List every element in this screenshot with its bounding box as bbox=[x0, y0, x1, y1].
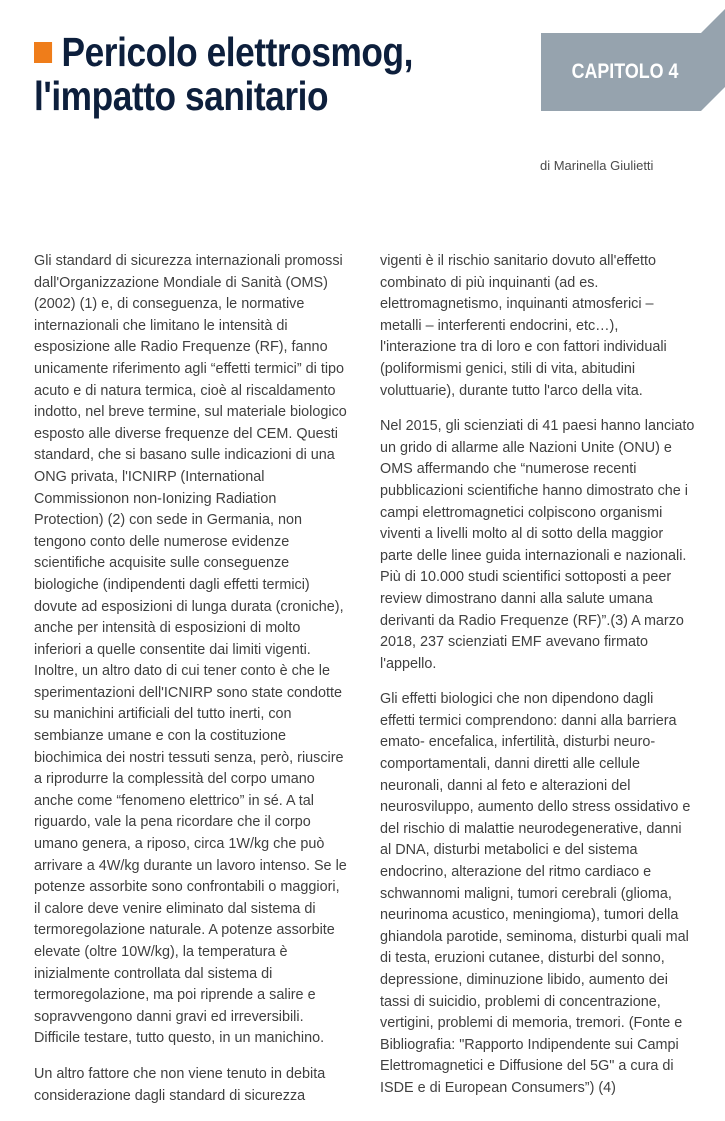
text-line: riguardo, vale la pena ricordare che il corpo bbox=[34, 814, 311, 831]
text-line: l'appello. bbox=[380, 655, 437, 672]
text-line: inferiori a quelle consentite dai limiti vigenti. bbox=[34, 641, 311, 658]
text-line: parte delle linee guida internazionali e nazionali. bbox=[380, 547, 687, 564]
text-line: inizialmente controllata dal sistema di bbox=[34, 965, 273, 982]
article-title bbox=[34, 30, 514, 118]
text-line: acuto e di natura termica, cioè al riscaldamento bbox=[34, 382, 336, 399]
text-line: di testa, eruzioni cutanee, disturbi del sonno, bbox=[380, 950, 665, 967]
text-line: potenze assorbite sono confrontabili o maggiori, bbox=[34, 879, 340, 896]
text-line: internazionali che limitano le intensità di bbox=[34, 317, 288, 334]
text-line: elettromagnetismo, inquinanti atmosferici – bbox=[380, 296, 654, 313]
text-line: scientifiche acquisite sulle conseguenze bbox=[34, 555, 290, 572]
text-line: al DNA, disturbi metabolici e del sistema bbox=[380, 842, 638, 859]
paragraph bbox=[34, 1064, 352, 1107]
text-line: vigenti è il rischio sanitario dovuto all'effetto bbox=[380, 253, 657, 269]
text-line: biochimica dei nostri tessuti senza, però, riuscire bbox=[34, 749, 344, 766]
text-line: l'interazione tra di loro e con fattori individuali bbox=[380, 339, 667, 356]
text-line: il calore deve venire eliminato dal sistema di bbox=[34, 900, 316, 917]
paragraph bbox=[380, 416, 700, 675]
text-line: unicamente riferimento agli “effetti termici” di tipo bbox=[34, 360, 345, 377]
text-line: vertigini, problemi di memoria, tremori. (Fonte e bbox=[380, 1015, 683, 1032]
text-line: ghiandola parotide, seminoma, disturbi quali mal bbox=[380, 928, 689, 945]
text-line: termoregolazione, ma poi riprende a salire e bbox=[34, 987, 316, 1004]
text-line: dall'Organizzazione Mondiale di Sanità (OMS) bbox=[34, 274, 328, 291]
text-line: pubblicazioni scientifiche hanno dimostrato che i bbox=[380, 482, 688, 499]
text-line: campi elettromagnetici colpiscono organismi bbox=[380, 504, 663, 521]
text-line: neurinoma acustico, meningioma), tumori della bbox=[380, 907, 679, 924]
title-text-1: Pericolo elettrosmog, bbox=[61, 29, 414, 75]
text-line: Gli effetti biologici che non dipendono dagli bbox=[380, 691, 654, 708]
text-line: esposto alle diverse frequenze del CEM. Questi bbox=[34, 425, 338, 442]
text-line: esposizione alle Radio Frequenze (RF), fanno bbox=[34, 339, 328, 356]
orange-square-bullet-icon bbox=[34, 42, 52, 63]
text-line: emato- encefalica, infertilità, disturbi neuro- bbox=[380, 734, 656, 751]
author-byline: di Marinella Giulietti bbox=[540, 158, 654, 173]
paragraph bbox=[380, 251, 700, 402]
text-line: effetti termici comprendono: danni alla barriera bbox=[380, 712, 677, 729]
text-line: standard, che si basano sulle indicazioni di una bbox=[34, 447, 335, 464]
text-line: termoregolazione naturale. A potenze assorbite bbox=[34, 922, 335, 939]
text-line: Nel 2015, gli scienziati di 41 paesi hanno lanciato bbox=[380, 418, 695, 435]
text-line: (2002) (1) e, di conseguenza, le normative bbox=[34, 296, 305, 313]
text-line: comportamentali, danni diretti alle cellule bbox=[380, 756, 640, 773]
paragraph bbox=[380, 689, 700, 1099]
text-line: Protection) (2) con sede in Germania, non bbox=[34, 512, 302, 529]
text-line: tassi di suicidio, problemi di concentrazione, bbox=[380, 993, 661, 1010]
text-line: Elettromagnetici e Diffusione del 5G" a cura di bbox=[380, 1058, 674, 1075]
text-line: Gli standard di sicurezza internazionali promossi bbox=[34, 253, 343, 269]
text-line: biologiche (indipendenti dagli effetti termici) bbox=[34, 576, 310, 593]
text-line: schwannomi maligni, tumori cerebrali (glioma, bbox=[380, 885, 672, 902]
text-line: OMS affermando che “numerose recenti bbox=[380, 461, 637, 478]
text-line: voluttuarie), durante tutto l'arco della vita. bbox=[380, 382, 643, 399]
text-line: dovute ad esposizioni di lunga durata (croniche), bbox=[34, 598, 344, 615]
text-line: metalli – interferenti endocrini, etc…), bbox=[380, 317, 619, 334]
text-line: Più di 10.000 studi scientifici sottoposti a peer bbox=[380, 569, 672, 586]
chapter-banner bbox=[541, 8, 725, 112]
text-line: umano genera, a riposo, circa 1W/kg che può bbox=[34, 836, 325, 853]
text-line: a riprodurre la complessità del corpo umano bbox=[34, 771, 315, 788]
text-line: del rischio di malattie neurodegenerative, danni bbox=[380, 820, 682, 837]
text-line: (poliformismi genici, stili di vita, abitudini bbox=[380, 360, 636, 377]
text-line: tengono conto delle numerose evidenze bbox=[34, 533, 290, 550]
title-line-2: l'impatto sanitario bbox=[34, 73, 329, 119]
text-line: indotto, nel breve termine, sul materiale biologico bbox=[34, 404, 347, 421]
text-line: sembianze umane e con la costituzione bbox=[34, 728, 286, 745]
text-line: Bibliografia: "Rapporto Indipendente sui Campi bbox=[380, 1036, 679, 1053]
right-column bbox=[380, 251, 700, 1114]
text-line: anche come “fenomeno elettrico” in sé. A tal bbox=[34, 792, 314, 809]
text-line: considerazione dagli standard di sicurezza bbox=[34, 1087, 306, 1104]
text-line: ONG privata, l'ICNIRP (International bbox=[34, 468, 265, 485]
chapter-label: CAPITOLO 4 bbox=[571, 60, 679, 83]
text-line: su manichini artificiali del tutto inerti, con bbox=[34, 706, 292, 723]
left-column bbox=[34, 251, 352, 1121]
text-line: neurosviluppo, aumento dello stress ossidativo e bbox=[380, 799, 691, 816]
text-line: un grido di allarme alle Nazioni Unite (ONU) e bbox=[380, 439, 672, 456]
text-line: viventi a livelli molto al di sotto della maggior bbox=[380, 526, 664, 543]
text-line: neuronali, danni al feto e alterazioni del bbox=[380, 777, 631, 794]
text-line: Inoltre, un altro dato di cui tener conto è che le bbox=[34, 663, 330, 680]
text-line: review dimostrano danni alla salute umana bbox=[380, 590, 653, 607]
text-line: ISDE e di European Consumers”) (4) bbox=[380, 1079, 616, 1096]
text-line: endocrino, alterazione del ritmo cardiaco e bbox=[380, 864, 652, 881]
text-line: anche per intensità di esposizioni di molto bbox=[34, 620, 301, 637]
text-line: Un altro fattore che non viene tenuto in debita bbox=[34, 1065, 326, 1082]
text-line: elevate (oltre 10W/kg), la temperatura è bbox=[34, 944, 288, 960]
text-line: combinato di più inquinanti (ad es. bbox=[380, 274, 599, 291]
title-line-1 bbox=[34, 30, 447, 74]
paragraph bbox=[34, 251, 352, 1050]
text-line: Commissionon non-Ionizing Radiation bbox=[34, 490, 277, 507]
text-line: 2018, 237 scienziati EMF avevano firmato bbox=[380, 634, 648, 651]
text-line: arrivare a 4W/kg durante un lavoro intenso. Se le bbox=[34, 857, 347, 874]
text-line: sperimentazioni dell'ICNIRP sono state condotte bbox=[34, 684, 343, 701]
text-line: depressione, diminuzione libido, aumento dei bbox=[380, 972, 668, 988]
text-line: derivanti da Radio Frequenze (RF)”.(3) A marzo bbox=[380, 612, 684, 629]
text-line: sopravvengono danni gravi ed irreversibili. bbox=[34, 1008, 304, 1025]
text-line: Difficile testare, tutto questo, in un manichino. bbox=[34, 1030, 325, 1047]
